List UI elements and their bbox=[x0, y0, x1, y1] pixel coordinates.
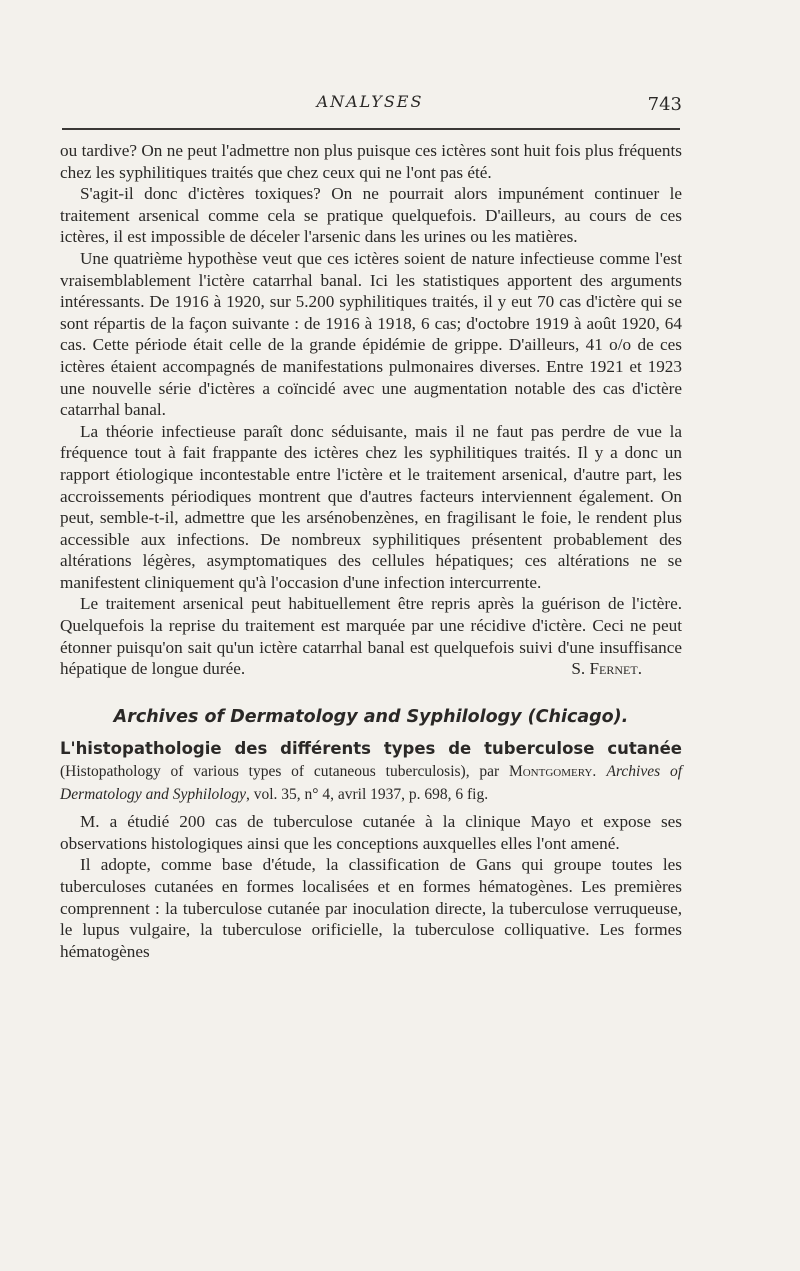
page-header bbox=[60, 92, 680, 116]
running-head: ANALYSES bbox=[316, 92, 424, 111]
paragraph: S'agit-il donc d'ictères toxiques? On ne pourrait alors impunément continuer le traitement arsenical comme cela se pratique quelquefois. D'ailleurs, au cours de ces ictères, il est impossible de déceler l'arsenic dans les urines ou les matières. bbox=[60, 184, 682, 247]
article-heading bbox=[60, 738, 682, 805]
paragraph: Il adopte, comme base d'étude, la classification de Gans qui groupe toutes les tuberculoses cutanées en formes localisées et en formes hématogènes. Les premières comprennent : la tuberculose cutanée par inoculation directe, la tuberculose verruqueuse, le lupus vulgaire, la tuberculose orificielle, la tuberculose colliquative. Les formes hématogènes bbox=[60, 855, 682, 961]
paragraph: Le traitement arsenical peut habituellement être repris après la guérison de l'ictère. Quelquefois la reprise du traitement est marquée par une récidive d'ictère. Ceci ne peut étonner puisqu'on sait qu'un ictère catarrhal banal est quelquefois suivi d'une insuffisance hépatique de longue durée. bbox=[60, 594, 682, 679]
body-text bbox=[60, 140, 682, 962]
reference-author: Montgomery. bbox=[508, 763, 597, 781]
reference-journal: Archives of Dermatology and Syphilology bbox=[60, 763, 682, 803]
page-number: 743 bbox=[647, 94, 682, 115]
reference-suffix: , vol. 35, n° 4, avril 1937, p. 698, 6 fig. bbox=[245, 785, 489, 803]
article-reference bbox=[60, 738, 682, 805]
article-title: L'histopathologie des différents types de tuberculose cutanée bbox=[60, 739, 682, 759]
journal-section-title: Archives of Dermatology and Syphilology (Chicago). bbox=[113, 706, 629, 727]
header-rule bbox=[62, 128, 680, 130]
paragraph: Une quatrième hypothèse veut que ces ictères soient de nature infectieuse comme l'est vraisemblablement l'ictère catarrhal banal. Ici les statistiques apportent des arguments intéressants. De 1916 à 1920, sur 5.200 syphilitiques traités, il y eut 70 cas d'ictère qui se sont répartis de la façon suivante : de 1916 à 1918, 6 cas; d'octobre 1919 à août 1920, 64 cas. Cette période était celle de la grande épidémie de grippe. D'ailleurs, 41 o/o de ces ictères étaient accompagnés de manifestations pulmonaires diverses. Entre 1921 et 1923 une nouvelle série d'ictères a coïncidé avec une augmentation notable des cas d'ictère catarrhal banal. bbox=[60, 248, 682, 420]
author-signature: S. Fernet. bbox=[571, 659, 642, 679]
paragraph: M. a étudié 200 cas de tuberculose cutanée à la clinique Mayo et expose ses observations histologiques ainsi que les conceptions auxquelles elles l'ont amené. bbox=[60, 812, 682, 853]
paragraph: La théorie infectieuse paraît donc séduisante, mais il ne faut pas perdre de vue la fréquence tout à fait frappante des ictères chez les syphilitiques traités. Il y a donc un rapport étiologique incontestable entre l'ictère et le traitement arsenical, d'autre part, les accroissements périodiques montrent que d'autres facteurs interviennent également. On peut, semble-t-il, admettre que les arsénobenzènes, en fragilisant le foie, le rendent plus accessible aux infections. De nombreux syphilitiques présentent probablement des altérations légères, asymptomatiques des cellules hépatiques; ces altérations ne se manifestent cliniquement qu'à l'occasion d'une infection intercurrente. bbox=[60, 421, 682, 592]
paragraph: ou tardive? On ne peut l'admettre non plus puisque ces ictères sont huit fois plus fréquents chez les syphilitiques traités que chez ceux qui ne l'ont pas été. bbox=[60, 141, 682, 182]
reference-prefix: (Histopathology of various types of cutaneous tuberculosis), par bbox=[60, 763, 509, 781]
